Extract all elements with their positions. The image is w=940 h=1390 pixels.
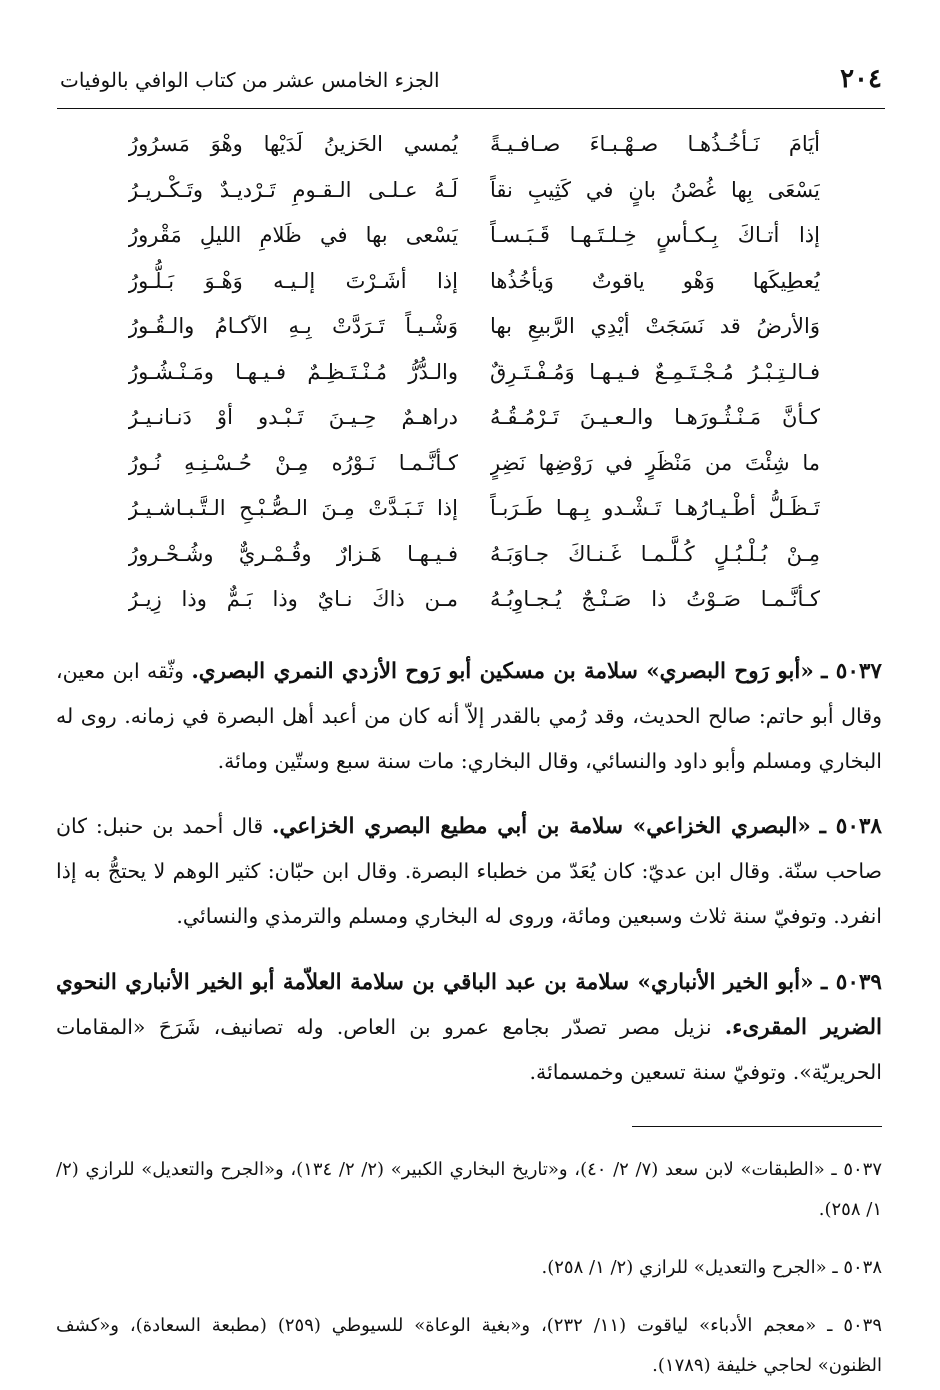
verse-first-hemistich: إذا أتـاكَ بِـكـأسٍ خِـلـتَـهـا قَـبَـسـاً	[490, 223, 820, 247]
verse-second-hemistich: والـدُّرُّ مُـنْـتَـظِـمٌ فـيـهـا ومَـنْـشُـورُ	[128, 359, 458, 384]
verse-second-hemistich: وَشْـيـاً تَـرَدَّتْ بِـهِ الآكـامُ والـقُـورُ	[128, 314, 458, 338]
verse-first-hemistich: ما شِئْتَ من مَنْظَرٍ في رَوْضِها نَضِرٍ	[490, 450, 820, 475]
verse-first-hemistich: مِـنْ بُـلْـبُـلٍ كُـلَّـمـا غَـنـاكَ جـاوَبَـهُ	[490, 541, 820, 566]
verse-first-hemistich: وَالأرضُ قد نَسَجَتْ أيْدِي الرَّبيعِ بها	[490, 314, 820, 338]
page-number: ٢٠٤	[840, 64, 882, 94]
biography-entry	[56, 649, 882, 784]
verse-second-hemistich: إذا أشَـرْتَ إلـيـه وَهْـوَ بَـلُّـورُ	[128, 268, 458, 293]
verse-first-hemistich: يُعطِيكَها وَهْو ياقوتٌ وَيأخُذُها	[490, 268, 820, 293]
footnote: ٥٠٣٨ ـ «الجرح والتعديل» للرازي (٢/ ١/ ٢٥٨).	[541, 1257, 882, 1278]
verse	[120, 259, 820, 305]
footnote: ٥٠٣٧ ـ «الطبقات» لابن سعد (٧/ ٢/ ٤٠)، و«تاريخ البخاري الكبير» (٢/ ٢/ ١٣٤)، و«الجرح والتعديل» للرازي (٢/ ١/ ٢٥٨).	[56, 1159, 882, 1220]
verse	[120, 213, 820, 259]
footnotes	[56, 1132, 882, 1390]
biography-entries	[56, 628, 882, 1101]
verse-second-hemistich: لَـهُ عـلـى الـقـومِ تَـرْديـدٌ وتَـكْـريـرُ	[128, 177, 458, 202]
entry-number: ٥٠٣٩ ـ	[821, 969, 882, 995]
verse	[120, 486, 820, 532]
verse-second-hemistich: فـيـهـا هَـزارٌ وقُـمْـريٌّ وشُـحْـرورُ	[128, 541, 458, 566]
verse	[120, 441, 820, 487]
verse	[120, 532, 820, 578]
biography-entry	[56, 804, 882, 939]
verse	[120, 304, 820, 350]
verse-first-hemistich: يَسْعَى بِها غُصْنُ بانٍ في كَثِيبِ نقاً	[490, 177, 820, 202]
entry-heading: «البصري الخزاعي» سلامة بن أبي مطيع البصري الخزاعي.	[271, 814, 811, 839]
verse-first-hemistich: كـأنَّـمـا صَـوْتُ ذا صَـنْـجٌ يُـجـاوِبُـهُ	[490, 587, 820, 611]
entry-number: ٥٠٣٧ ـ	[821, 658, 882, 684]
verse-second-hemistich: مـن ذاكَ نـايٌ وذا بَـمٌّ وذا زِيـرُ	[128, 587, 458, 611]
poem	[120, 122, 820, 623]
verse-second-hemistich: يُمسي الحَزينُ لَدَيْها وهْوَ مَسرُورُ	[128, 132, 458, 156]
entry-heading: «أبو رَوح البصري» سلامة بن مسكين أبو رَوح الأزدي النمري البصري.	[191, 658, 814, 684]
verse	[120, 577, 820, 623]
entry-text: وثّقه ابن معين، وقال أبو حاتم: صالح الحديث، وقد رُمي بالقدر إلاّ أنه كان من أعبد أهل البصرة في زمانه. روى له البخاري ومسلم وأبو داود والنسائي، وقال البخاري: مات سنة سبع وستّين ومائة.	[56, 658, 882, 773]
biography-entry	[56, 960, 882, 1095]
verse-second-hemistich: دراهـمٌ حِـيـنَ تَـبْـدو أوْ دَنـانـيـرُ	[128, 405, 458, 429]
verse-first-hemistich: تَـظَـلُّ أطْـيـارُهـا تَـشْـدو بِـهـا طَـرَبـاً	[490, 496, 820, 520]
footnote: ٥٠٣٩ ـ «معجم الأدباء» لياقوت (١١/ ٢٣٢)، و«بغية الوعاة» للسيوطي (٢٥٩) (مطبعة السعادة)، و«كشف الظنون» لحاجي خليفة (١٧٨٩).	[56, 1315, 882, 1376]
entry-number: ٥٠٣٨ ـ	[819, 814, 882, 839]
header-rule	[57, 108, 885, 109]
verse-first-hemistich: أيَامَ نَـأخُـذُهـا صـهْـبـاءَ صـافـيـةً	[490, 132, 820, 156]
entry-text: قال أحمد بن حنبل: كان صاحب سنّة. وقال ابن عديّ: كان يُعَدّ من خطباء البصرة. وقال ابن حبّان: كثير الوهم لا يحتجُّ به إذا انفرد. وتوفيّ سنة ثلاث وسبعين ومائة، وروى له البخاري ومسلم والترمذي والنسائي.	[56, 814, 882, 928]
page-header	[60, 58, 882, 104]
verse	[120, 168, 820, 214]
verse-second-hemistich: إذا تَـبَـدَّتْ مِـنَ الـصُّـبْـحِ الـتَّـبـاشـيـرُ	[128, 496, 458, 520]
verse-first-hemistich: كـأنَّ مَـنْـثُـورَهـا والـعـيـنَ تَـرْمُـقُـهُ	[490, 405, 820, 429]
entry-heading: «أبو الخير الأنباري» سلامة بن عبد الباقي بن سلامة العلاّمة أبو الخير الأنباري النحوي الضرير المقرىء.	[56, 969, 882, 1040]
verse-second-hemistich: كـأنَّـمـا نَـوْرُه مِـنْ حُـسْـنِـهِ نُـورُ	[128, 450, 458, 475]
running-title: الجزء الخامس عشر من كتاب الوافي بالوفيات	[60, 68, 440, 92]
verse-second-hemistich: يَسْعى بها في ظَلامِ الليلِ مَقْرورُ	[128, 223, 458, 247]
entry-text: نزيل مصر تصدّر بجامع عمرو بن العاص. وله تصانيف، شَرَحَ «المقامات الحريريّة». وتوفيّ سنة تسعين وخمسمائة.	[56, 1014, 882, 1084]
footnote-rule	[632, 1126, 882, 1127]
verse	[120, 395, 820, 441]
verse	[120, 122, 820, 168]
verse-first-hemistich: فـالـتِـبْـرُ مُـجْـتَـمِـعٌ فـيـهـا وَمُـفْـتَـرِقٌ	[490, 359, 820, 384]
verse	[120, 350, 820, 396]
